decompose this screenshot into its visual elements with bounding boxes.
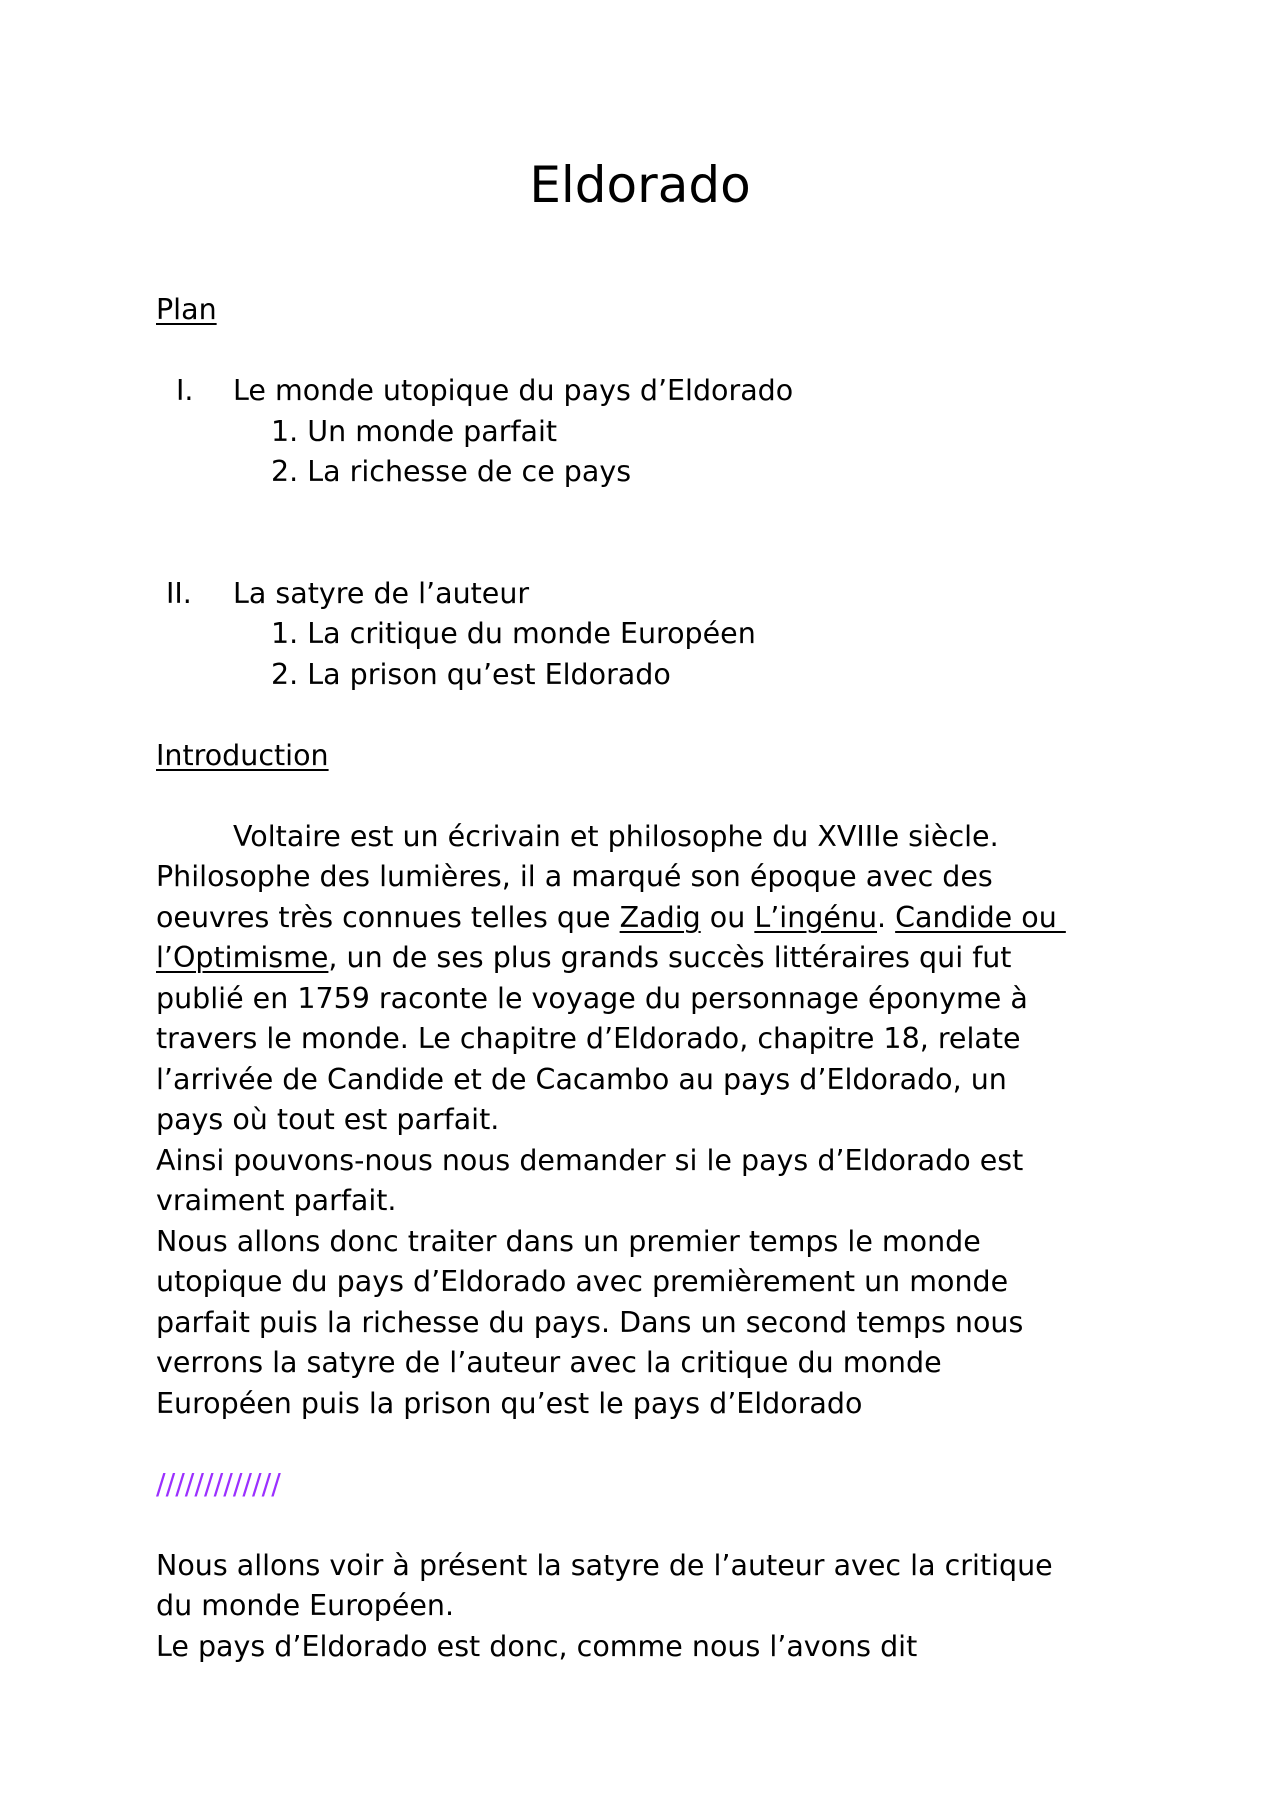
- introduction-heading: Introduction: [156, 738, 329, 772]
- document-title: Eldorado: [529, 156, 751, 214]
- intro-p1-line-7: l’arrivée de Candide et de Cacambo au pays d’Eldorado, un: [156, 1062, 1007, 1096]
- intro-p1-line-5: publié en 1759 raconte le voyage du personnage éponyme à: [156, 981, 1028, 1015]
- intro-p3-line-5: Européen puis la prison qu’est le pays d’Eldorado: [156, 1386, 863, 1420]
- section-2-label: La satyre de l’auteur: [233, 576, 530, 610]
- plan-heading: Plan: [156, 293, 217, 326]
- intro-p3-line-4: verrons la satyre de l’auteur avec la critique du monde: [156, 1346, 942, 1379]
- introduction-heading-line: [156, 736, 1136, 777]
- plan-section-1-item-1: 1. Un monde parfait: [271, 414, 558, 448]
- work-title-zadig: Zadig: [619, 900, 701, 934]
- intro-p1-line-2: Philosophe des lumières, il a marqué son époque avec des: [156, 860, 993, 893]
- intro-p1-line-1: Voltaire est un écrivain et philosophe du XVIIIe siècle.: [233, 819, 999, 853]
- work-title-optimisme: l’Optimisme: [156, 941, 329, 974]
- plan-heading-line: [156, 290, 1136, 331]
- plan-section-2-item-1: 1. La critique du monde Européen: [271, 617, 756, 650]
- plan-section-2-item-2: 2. La prison qu’est Eldorado: [271, 657, 671, 691]
- work-title-candide: Candide ou: [895, 900, 1066, 934]
- continuation-line-3: Le pays d’Eldorado est donc, comme nous l’avons dit: [156, 1629, 918, 1663]
- section-1-label: Le monde utopique du pays d’Eldorado: [233, 374, 794, 407]
- section-1-numeral: I.: [176, 374, 194, 407]
- intro-p3-line-1: Nous allons donc traiter dans un premier temps le monde: [156, 1224, 981, 1258]
- intro-p3-line-2: utopique du pays d’Eldorado avec premièrement un monde: [156, 1265, 1009, 1298]
- intro-p2-line-2: vraiment parfait.: [156, 1184, 397, 1217]
- section-separator: /////////////: [156, 1467, 281, 1501]
- document-body: [156, 290, 1136, 1667]
- section-2-numeral: II.: [166, 576, 192, 610]
- intro-p1-line-8: pays où tout est parfait.: [156, 1103, 500, 1136]
- work-title-ingenu: L’ingénu: [754, 900, 878, 934]
- plan-section-1: [156, 371, 1136, 412]
- intro-p1-line-3: oeuvres très connues telles que Zadig ou L’ingénu. Candide ou: [156, 900, 1066, 934]
- intro-p3-line-3: parfait puis la richesse du pays. Dans un second temps nous: [156, 1305, 1024, 1339]
- intro-p1-line-4: l’Optimisme, un de ses plus grands succès littéraires qui fut: [156, 941, 1012, 974]
- continuation-line-1: Nous allons voir à présent la satyre de l’auteur avec la critique: [156, 1548, 1053, 1582]
- intro-p1-line-6: travers le monde. Le chapitre d’Eldorado, chapitre 18, relate: [156, 1022, 1021, 1055]
- plan-section-2: [156, 574, 1136, 615]
- plan-section-1-item-2: 2. La richesse de ce pays: [271, 455, 632, 488]
- continuation-line-2: du monde Européen.: [156, 1589, 455, 1622]
- intro-p2-line-1: Ainsi pouvons-nous nous demander si le pays d’Eldorado est: [156, 1143, 1024, 1177]
